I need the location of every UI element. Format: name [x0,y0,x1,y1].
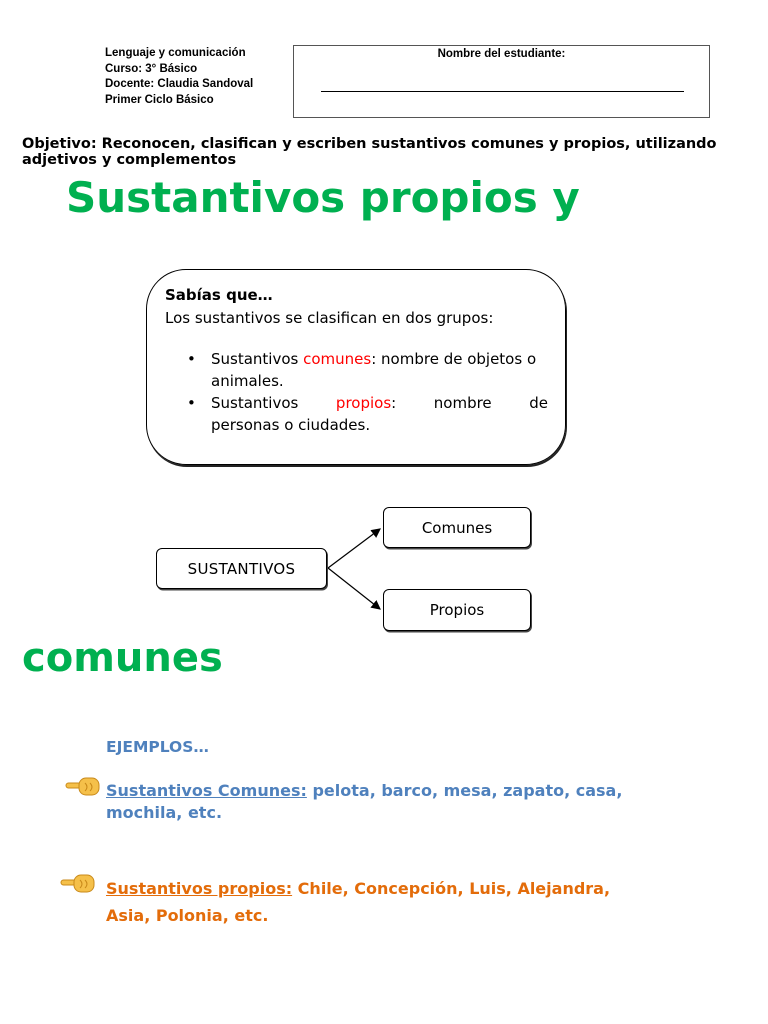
diagram-arrows [320,510,390,620]
arrow-to-propios [328,568,380,609]
header-info [105,46,253,108]
info-list [165,348,548,436]
item-key-propios: propios [335,394,392,412]
item-prefix: Sustantivos [211,394,299,412]
info-intro: Los sustantivos se clasifican en dos grupos: [165,309,494,327]
arrow-to-comunes [328,529,380,568]
info-heading: Sabías que… [165,286,273,304]
info-box [146,269,566,465]
example-propios-text: Chile, Concepción, Luis, Alejandra, Asia, Polonia, etc. [106,879,611,925]
item-de: de [529,394,548,412]
student-name-box[interactable] [293,45,710,118]
item-word: nombre [433,394,492,412]
bullet-icon: • [187,350,196,368]
page-title-line2: comunes [22,635,223,681]
item-colon: : [391,394,397,412]
example-comunes-label: Sustantivos Comunes: [106,781,307,800]
objective-text: Objetivo: Reconocen, clasifican y escriben sustantivos comunes y propios, utilizando adjetivos y complementos [22,136,717,168]
info-item-propios [165,392,548,436]
cycle-text: Primer Ciclo Básico [105,93,214,106]
subject-text: Lenguaje y comunicación [105,47,246,59]
teacher-text: Docente: Claudia Sandoval [105,78,254,90]
course-text: Curso: 3° Básico [105,62,198,75]
diagram-propios-box: Propios [383,589,531,631]
pointing-hand-icon [65,775,101,797]
pointing-hand-icon [60,872,96,894]
student-name-line[interactable] [321,91,684,92]
item-rest: : nombre de objetos o animales. [211,350,537,390]
example-comunes-text: pelota, barco, mesa, zapato, casa, mochila, etc. [106,781,623,822]
item-prefix: Sustantivos [211,350,299,368]
diagram-comunes-box: Comunes [383,507,531,548]
example-propios-label: Sustantivos propios: [106,879,293,898]
examples-heading: EJEMPLOS… [106,738,209,756]
justified-line [211,392,548,414]
student-name-label: Nombre del estudiante: [437,48,566,60]
info-item-comunes [165,348,548,392]
item-key-comunes: comunes [303,350,372,368]
item-rest: personas o ciudades. [211,416,371,434]
diagram-root-box: SUSTANTIVOS [156,548,327,589]
example-propios [106,875,646,929]
page-title-line1: Sustantivos propios y [66,173,580,222]
example-comunes [106,780,646,824]
bullet-icon: • [187,394,196,412]
